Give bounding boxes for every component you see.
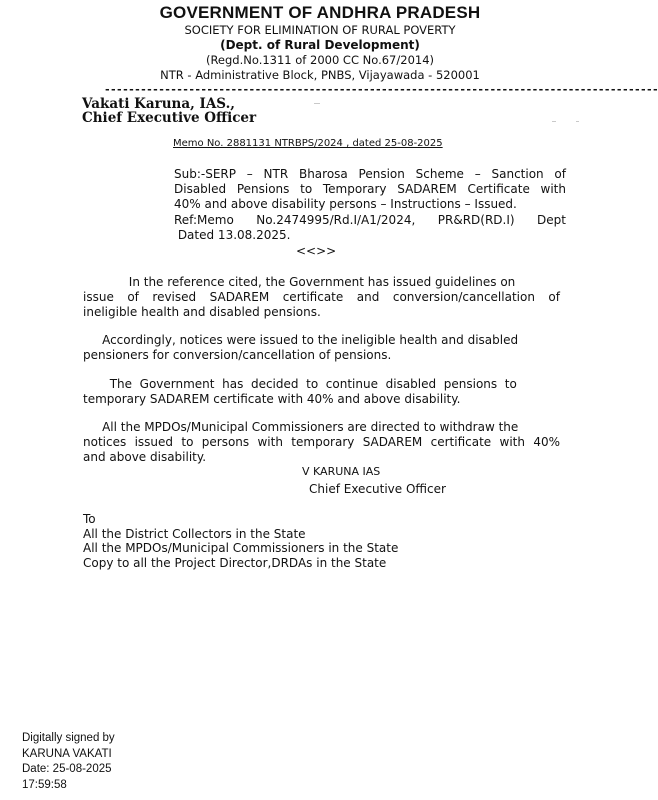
sender-name: Vakati Karuna, IAS., [82,96,235,112]
subject-line: Disabled Pensions to Temporary SADAREM Certificate with [174,182,566,197]
subject-line: 40% and above disability persons – Instructions – Issued. [174,197,517,212]
sender-title: Chief Executive Officer [82,110,257,126]
letterhead-society: SOCIETY FOR ELIMINATION OF RURAL POVERTY [184,23,456,37]
scan-mark [552,121,556,122]
paragraph-line: All the MPDOs/Municipal Commissioners are directed to withdraw the [83,420,519,434]
signatory-name: V KARUNA IAS [302,465,381,478]
paragraph-line: Accordingly, notices were issued to the ineligible health and disabled [83,333,519,347]
letterhead-address: NTR - Administrative Block, PNBS, Vijayawada - 520001 [160,68,480,82]
paragraph-line: In the reference cited, the Government has issued guidelines on [83,275,516,289]
body-paragraph [83,275,560,321]
digital-signature-signer: KARUNA VAKATI [22,747,112,760]
body-paragraph [83,420,560,466]
digital-signature-block [22,731,115,793]
signatory-title: Chief Executive Officer [309,482,446,496]
distribution-to: To [83,512,96,526]
reference-date: Dated 13.08.2025. [174,227,291,242]
letterhead-divider: -------------------------------------------------------------------------------------------- [104,83,658,96]
letterhead-dept: (Dept. of Rural Development) [220,38,420,52]
scan-mark [314,103,320,104]
subject-line: Sub:-SERP – NTR Bharosa Pension Scheme – Sanction of [174,167,566,181]
paragraph-line: and above disability. [83,450,207,465]
distribution-item: Copy to all the Project Director,DRDAs in the State [83,555,387,570]
subject-block [174,167,566,243]
body-paragraph [83,333,560,363]
letterhead-org: GOVERNMENT OF ANDHRA PRADESH [159,3,481,22]
body-paragraph [83,377,560,407]
paragraph-line: ineligible health and disabled pensions. [83,305,321,320]
paragraph-line: notices issued to persons with temporary SADAREM certificate with 40% [83,435,560,450]
letterhead-registration: (Regd.No.1311 of 2000 CC No.67/2014) [205,53,435,67]
paragraph-line: The Government has decided to continue disabled pensions to [83,377,517,391]
paragraph-line: issue of revised SADAREM certificate and conversion/cancellation of [83,290,560,305]
scan-mark [576,121,579,122]
section-separator: <<>> [296,244,337,258]
distribution-item: All the MPDOs/Municipal Commissioners in the State [83,541,399,555]
reference-line: Ref:Memo No.2474995/Rd.I/A1/2024, PR&RD(RD.I) Dept [174,212,566,227]
digital-signature-label: Digitally signed by [22,732,115,744]
digital-signature-time: 17:59:58 [22,778,67,791]
distribution-item: All the District Collectors in the State [83,526,306,541]
paragraph-line: temporary SADAREM certificate with 40% and above disability. [83,392,461,407]
digital-signature-date: Date: 25-08-2025 [22,763,112,775]
memo-number: Memo No. 2881131 NTRBPS/2024 , dated 25-08-2025 [173,138,443,149]
distribution-list [83,512,398,570]
paragraph-line: pensioners for conversion/cancellation of pensions. [83,348,392,363]
